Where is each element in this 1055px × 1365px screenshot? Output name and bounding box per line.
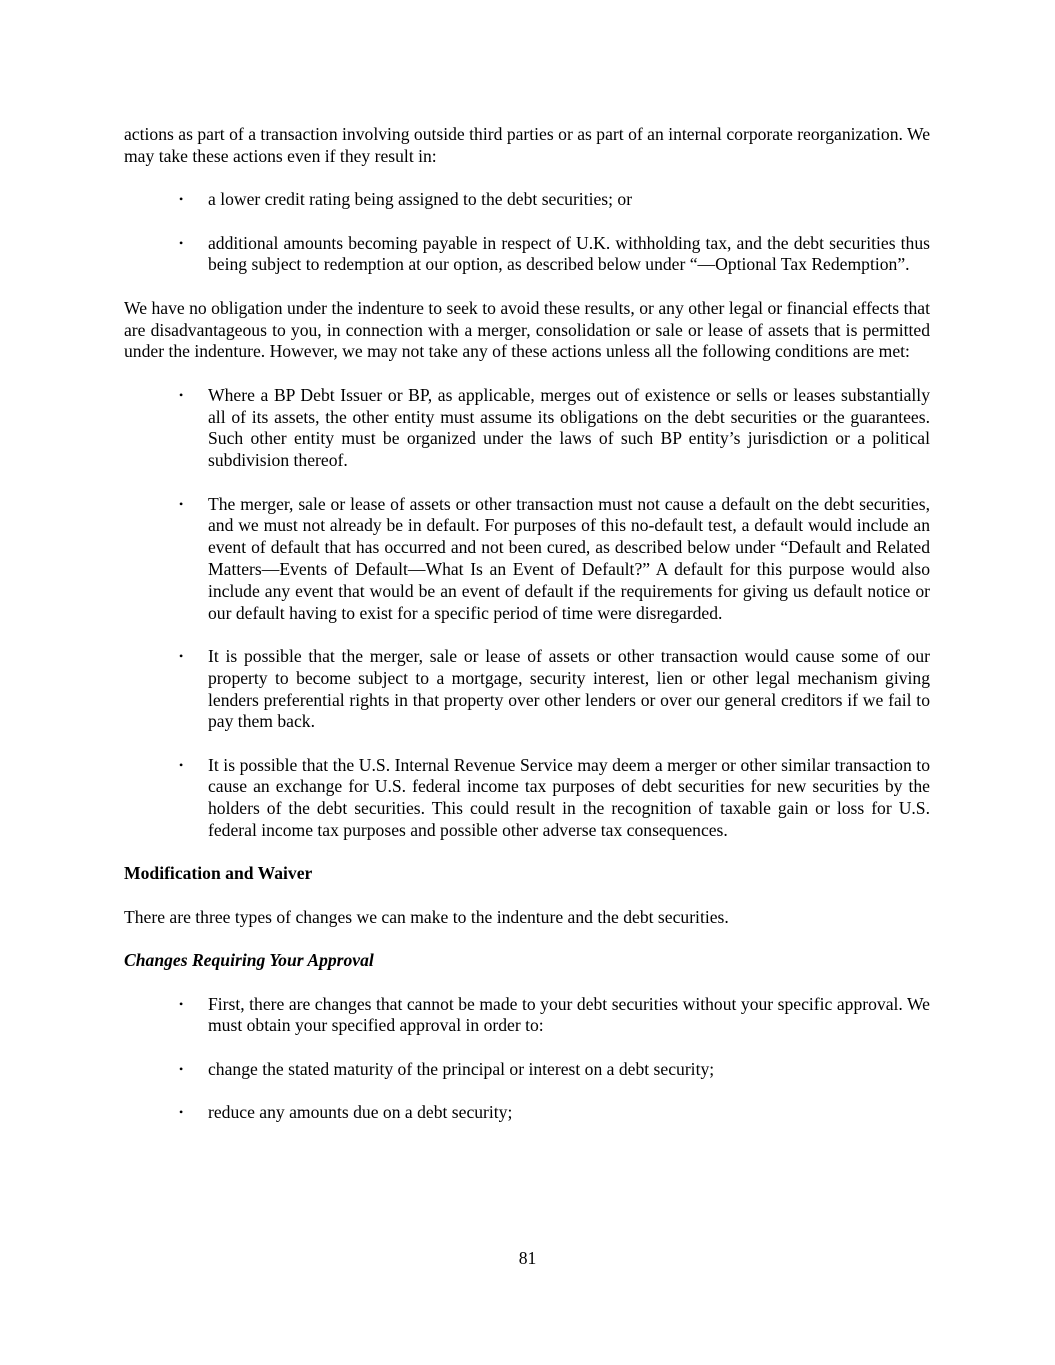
list-item — [124, 494, 930, 625]
bullet-icon: • — [179, 235, 184, 250]
bullet-text: The merger, sale or lease of assets or other transaction must not cause a default on the debt securities, and we must not already be in default. For purposes of this no-default test, a default would include an event of default that has occurred and not been cured, as described below under “Default and Related Matters—Events of Default—What Is an Event of Default?” A default for this purpose would also include any event that would be an event of default if the requirements for giving us default notice or our default having to exist for a specific period of time were disregarded. — [208, 493, 930, 623]
bullet-text: additional amounts becoming payable in respect of U.K. withholding tax, and the debt securities thus being subject to redemption at our option, as described below under “—Optional Tax Redemption”. — [208, 232, 930, 275]
list-item — [124, 646, 930, 733]
bullet-text: a lower credit rating being assigned to the debt securities; or — [208, 189, 633, 210]
bullet-icon: • — [179, 387, 184, 402]
section-heading: Modification and Waiver — [124, 863, 313, 884]
list-item — [124, 994, 930, 1038]
list-item — [124, 755, 930, 842]
bullet-icon: • — [179, 1105, 184, 1120]
condition-bullet-list — [124, 385, 930, 842]
bullet-icon: • — [179, 757, 184, 772]
bullet-icon: • — [179, 496, 184, 511]
result-bullet-list — [124, 189, 930, 276]
bullet-text: First, there are changes that cannot be made to your debt securities without your specific approval. We must obtain your specified approval in order to: — [208, 993, 930, 1036]
bullet-icon: • — [179, 648, 184, 663]
bullet-icon: • — [179, 996, 184, 1011]
bullet-text: change the stated maturity of the principal or interest on a debt security; — [208, 1058, 715, 1079]
list-item — [124, 233, 930, 277]
intro-paragraph: actions as part of a transaction involving outside third parties or as part of an internal corporate reorganization. We may take these actions even if they result in: — [124, 124, 930, 166]
bullet-text: reduce any amounts due on a debt security; — [208, 1102, 513, 1123]
subsection-heading: Changes Requiring Your Approval — [124, 950, 374, 971]
document-page — [124, 124, 930, 1146]
bullet-text: Where a BP Debt Issuer or BP, as applicable, merges out of existence or sells or leases substantially all of its assets, the other entity must assume its obligations on the debt securities or the guarantees. Such other entity must be organized under the laws of such BP entity’s jurisdiction or a political subdivision thereof. — [208, 384, 930, 471]
bullet-icon: • — [179, 192, 184, 207]
bullet-text: It is possible that the U.S. Internal Revenue Service may deem a merger or other similar transaction to cause an exchange for U.S. federal income tax purposes of debt securities for new securities by the holders of the debt securities. This could result in the recognition of taxable gain or loss for U.S. federal income tax purposes and possible other adverse tax consequences. — [208, 754, 930, 841]
obligation-paragraph: We have no obligation under the indenture to seek to avoid these results, or any other legal or financial effects that are disadvantageous to you, in connection with a merger, consolidation or sale or lease of assets that is permitted under the indenture. However, we may not take any of these actions unless all the following conditions are met: — [124, 297, 930, 362]
list-item — [124, 385, 930, 472]
approval-bullet-list — [124, 994, 930, 1124]
list-item — [124, 1059, 930, 1081]
bullet-text: It is possible that the merger, sale or lease of assets or other transaction would cause some of our property to become subject to a mortgage, security interest, lien or other legal mechanism giving lenders preferential rights in that property over other lenders or over our general creditors if we fail to pay them back. — [208, 645, 930, 732]
page-number: 81 — [518, 1248, 537, 1268]
list-item — [124, 189, 930, 211]
bullet-icon: • — [179, 1061, 184, 1076]
modification-paragraph: There are three types of changes we can make to the indenture and the debt securities. — [124, 906, 729, 927]
list-item — [124, 1102, 930, 1124]
